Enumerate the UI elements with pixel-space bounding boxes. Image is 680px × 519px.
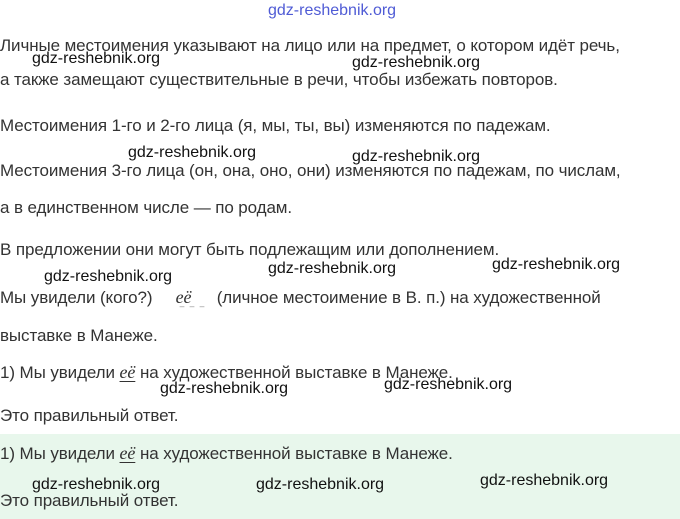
watermark-top: gdz-reshebnik.org (268, 2, 397, 19)
watermark: gdz-reshebnik.org (352, 148, 481, 165)
paragraph-2: Местоимения 1-го и 2-го лица (я, мы, ты, вы) изменяются по падежам. (0, 116, 551, 135)
watermark: gdz-reshebnik.org (256, 476, 385, 493)
paragraph-4: В предложении они могут быть подлежащим или дополнением. (0, 240, 500, 259)
watermark: gdz-reshebnik.org (384, 376, 513, 393)
example-text-start: Мы увидели (кого?) (0, 288, 153, 307)
example-line-1 (0, 287, 601, 308)
answer-2 (0, 443, 453, 464)
answer-1-end: на художественной выставке в Манеже. (139, 363, 453, 382)
watermark: gdz-reshebnik.org (352, 54, 481, 71)
answer-1-pronoun: её (119, 362, 136, 382)
example-text-end: (личное местоимение в В. п.) на художественной (216, 288, 601, 307)
answer-2-end: на художественной выставке в Манеже. (139, 444, 453, 463)
answer-2-pronoun: её (119, 443, 136, 463)
watermark: gdz-reshebnik.org (492, 256, 621, 273)
answer-2-start: 1) Мы увидели (0, 444, 115, 463)
watermark: gdz-reshebnik.org (160, 380, 289, 397)
watermark: gdz-reshebnik.org (44, 268, 173, 285)
watermark: gdz-reshebnik.org (128, 144, 257, 161)
paragraph-1-line-2: а также замещают существительные в речи, чтобы избежать повторов. (0, 70, 558, 89)
example-pronoun: её (175, 287, 192, 307)
answer-blank-dashes: ‾‾‾ (180, 305, 210, 319)
watermark: gdz-reshebnik.org (32, 476, 161, 493)
answer-1-start: 1) Мы увидели (0, 363, 115, 382)
watermark: gdz-reshebnik.org (268, 260, 397, 277)
answer-1-feedback: Это правильный ответ. (0, 406, 179, 425)
watermark: gdz-reshebnik.org (480, 472, 609, 489)
paragraph-3-line-1: Местоимения 3-го лица (он, она, оно, они) изменяются по падежам, по числам, (0, 161, 621, 180)
paragraph-3-line-2: а в единственном числе — по родам. (0, 198, 293, 217)
example-line-2: выставке в Манеже. (0, 326, 158, 345)
watermark: gdz-reshebnik.org (32, 50, 161, 67)
answer-2-feedback: Это правильный ответ. (0, 491, 179, 510)
paragraph-1-line-1: Личные местоимения указывают на лицо или на предмет, о котором идёт речь, (0, 36, 620, 55)
